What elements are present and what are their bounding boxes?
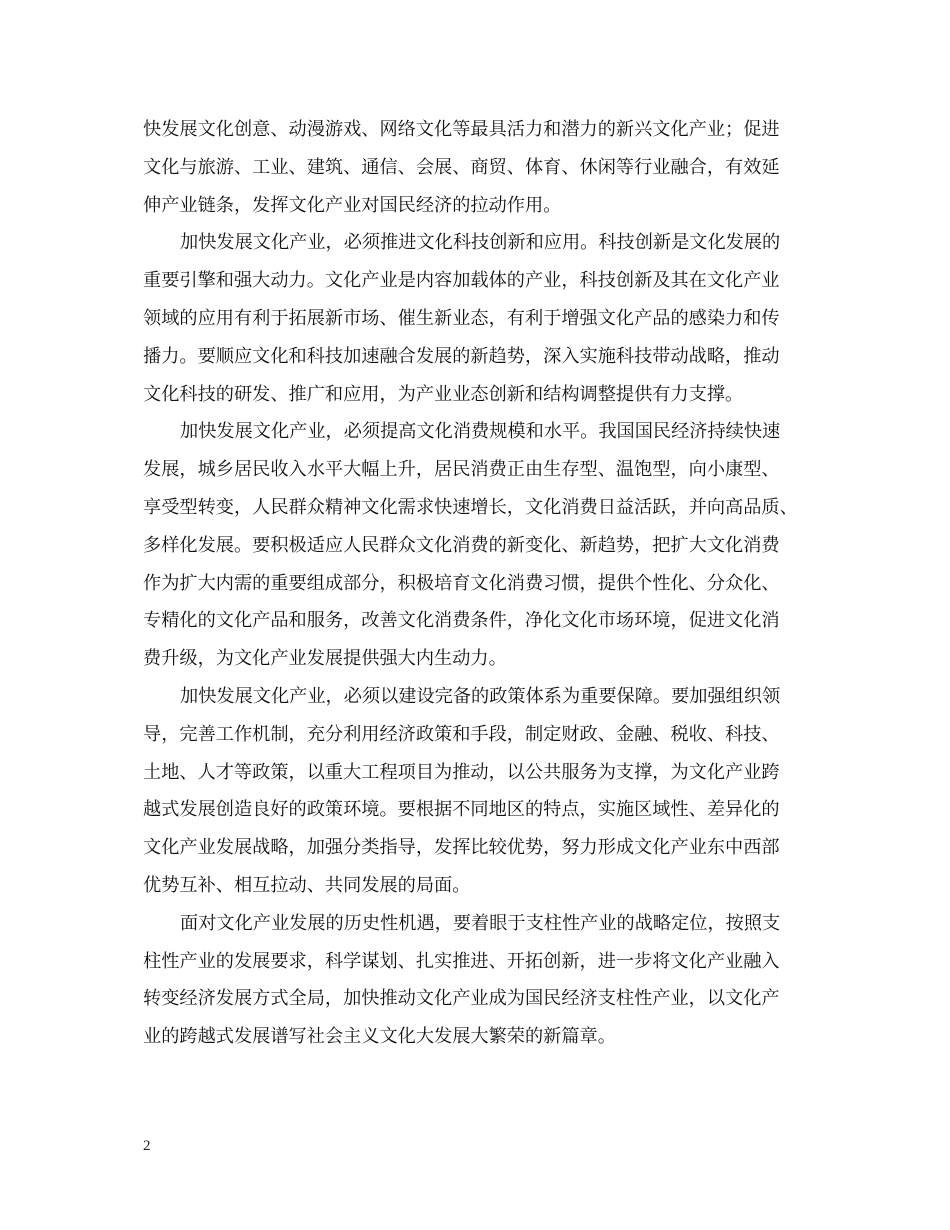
body-line: 导，完善工作机制，充分利用经济政策和手段，制定财政、金融、税收、科技、 bbox=[143, 723, 780, 745]
body-line: 业的跨越式发展谱写社会主义文化大发展大繁荣的新篇章。 bbox=[143, 1026, 616, 1048]
body-line: 柱性产业的发展要求，科学谋划、扎实推进、开拓创新，进一步将文化产业融入 bbox=[143, 950, 780, 972]
body-line: 伸产业链条，发挥文化产业对国民经济的拉动作用。 bbox=[143, 194, 562, 216]
body-line: 快发展文化创意、动漫游戏、网络文化等最具活力和潜力的新兴文化产业；促进 bbox=[143, 119, 780, 140]
paragraph-start-line: 加快发展文化产业，必须提高文化消费规模和水平。我国国民经济持续快速 bbox=[180, 421, 781, 443]
body-line: 专精化的文化产品和服务，改善文化消费条件，净化文化市场环境，促进文化消 bbox=[143, 610, 780, 632]
body-line: 文化产业发展战略，加强分类指导，发挥比较优势，努力形成文化产业东中西部 bbox=[143, 837, 780, 859]
body-line: 文化科技的研发、推广和应用，为产业业态创新和结构调整提供有力支撑。 bbox=[143, 383, 744, 405]
page-number: 2 bbox=[143, 1138, 151, 1154]
paragraph-start-line: 加快发展文化产业，必须推进文化科技创新和应用。科技创新是文化发展的 bbox=[180, 232, 781, 254]
document-body bbox=[143, 111, 819, 1056]
body-line: 播力。要顺应文化和科技加速融合发展的新趋势，深入实施科技带动战略，推动 bbox=[143, 345, 780, 367]
body-line: 重要引擎和强大动力。文化产业是内容加载体的产业，科技创新及其在文化产业 bbox=[143, 270, 780, 292]
body-line: 作为扩大内需的重要组成部分，积极培育文化消费习惯，提供个性化、分众化、 bbox=[143, 572, 780, 594]
body-line: 领域的应用有利于拓展新市场、催生新业态，有利于增强文化产品的感染力和传 bbox=[143, 307, 780, 329]
body-line: 优势互补、相互拉动、共同发展的局面。 bbox=[143, 874, 471, 896]
body-line: 多样化发展。要积极适应人民群众文化消费的新变化、新趋势，把扩大文化消费 bbox=[143, 534, 780, 556]
body-line: 土地、人才等政策，以重大工程项目为推动，以公共服务为支撑，为文化产业跨 bbox=[143, 761, 780, 783]
body-line: 发展，城乡居民收入水平大幅上升，居民消费正由生存型、温饱型，向小康型、 bbox=[143, 459, 780, 481]
body-line: 转变经济发展方式全局，加快推动文化产业成为国民经济支柱性产业，以文化产 bbox=[143, 988, 780, 1010]
body-line: 文化与旅游、工业、建筑、通信、会展、商贸、体育、休闲等行业融合，有效延 bbox=[143, 156, 780, 178]
body-line: 费升级，为文化产业发展提供强大内生动力。 bbox=[143, 648, 507, 670]
paragraph-start-line: 面对文化产业发展的历史性机遇，要着眼于支柱性产业的战略定位，按照支 bbox=[180, 912, 781, 934]
body-line: 越式发展创造良好的政策环境。要根据不同地区的特点，实施区域性、差异化的 bbox=[143, 799, 780, 821]
body-line: 享受型转变，人民群众精神文化需求快速增长，文化消费日益活跃，并向高品质、 bbox=[143, 496, 798, 518]
paragraph-start-line: 加快发展文化产业，必须以建设完备的政策体系为重要保障。要加强组织领 bbox=[180, 685, 781, 707]
